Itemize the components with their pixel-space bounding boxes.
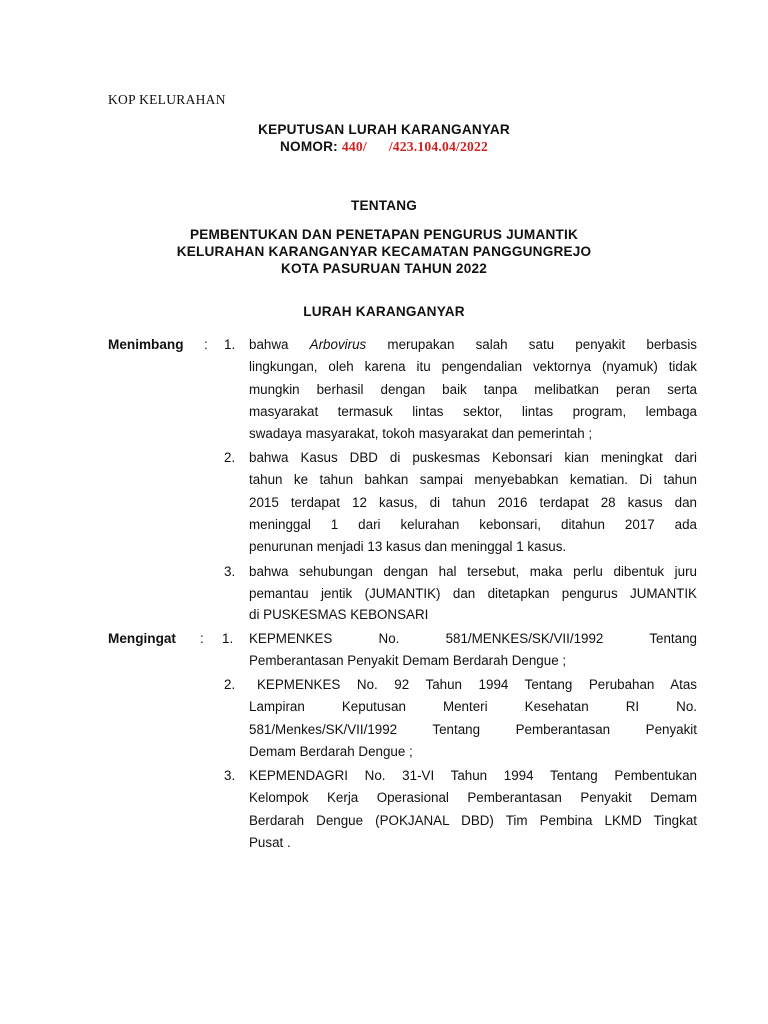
text-line: tahun ke tahun bahkan sampai menyebabkan kematian. Di tahun (249, 472, 697, 488)
mengingat-item-3-number: 3. (224, 768, 236, 783)
text-line: Demam Berdarah Dengue ; (249, 743, 413, 759)
mengingat-item-1-text (249, 628, 697, 673)
text-line: Pemberantasan Penyakit Demam Berdarah Dengue ; (249, 653, 567, 669)
letterhead-placeholder: KOP KELURAHAN (108, 92, 226, 107)
text-line: Kelompok Kerja Operasional Pemberantasan Penyakit Demam (249, 790, 697, 806)
text-line: KEPMENKES No. 581/MENKES/SK/VII/1992 Tentang (249, 631, 697, 646)
menimbang-item-1-text (249, 334, 697, 445)
text-line: masyarakat termasuk lintas sektor, lintas program, lembaga (249, 403, 697, 419)
text-line: bahwa Arbovirus merupakan salah satu penyakit berbasis (249, 337, 697, 352)
subject-line-2: KELURAHAN KARANGANYAR KECAMATAN PANGGUNGREJO (176, 244, 592, 259)
menimbang-item-3-number: 3. (224, 564, 236, 579)
mengingat-item-2-text (249, 674, 697, 763)
text-line: Berdarah Dengue (POKJANAL DBD) Tim Pembina LKMD Tingkat (249, 812, 697, 828)
decree-subject (0, 226, 768, 277)
mengingat-item-1-number: 1. (222, 631, 234, 646)
tentang-heading: TENTANG (350, 198, 418, 213)
menimbang-item-1-number: 1. (224, 337, 236, 352)
text-line: penurunan menjadi 13 kasus dan meninggal 1 kasus. (249, 539, 567, 555)
menimbang-label: Menimbang (108, 337, 184, 352)
mengingat-item-2-number: 2. (224, 677, 236, 692)
issuing-official: LURAH KARANGANYAR (303, 304, 465, 319)
text-line: swadaya masyarakat, tokoh masyarakat dan pemerintah ; (249, 426, 593, 442)
text-line: 2015 terdapat 12 kasus, di tahun 2016 terdapat 28 kasus dan (249, 494, 697, 510)
decree-title: KEPUTUSAN LURAH KARANGANYAR (258, 122, 510, 137)
nomor-label: NOMOR: (280, 139, 338, 154)
subject-line-1: PEMBENTUKAN DAN PENETAPAN PENGURUS JUMANTIK (190, 227, 578, 242)
text-line: Pusat . (249, 834, 291, 850)
text-line: di PUSKESMAS KEBONSARI (249, 607, 429, 622)
text-line: KEPMENKES No. 92 Tahun 1994 Tentang Perubahan Atas (257, 677, 697, 692)
mengingat-colon: : (200, 631, 204, 646)
text-line: bahwa Kasus DBD di puskesmas Kebonsari kian meningkat dari (249, 450, 697, 465)
text-line: bahwa sehubungan dengan hal tersebut, maka perlu dibentuk juru (249, 564, 697, 579)
text-line: pemantau jentik (JUMANTIK) dan ditetapkan pengurus JUMANTIK (249, 585, 697, 601)
menimbang-item-2-text (249, 447, 697, 558)
text-line: KEPMENDAGRI No. 31-VI Tahun 1994 Tentang Pembentukan (249, 768, 697, 783)
nomor-part1: 440/ (341, 139, 367, 154)
text-line: mungkin berhasil dengan baik tanpa melibatkan peran serta (249, 381, 697, 397)
menimbang-item-2-number: 2. (224, 450, 236, 465)
text-line: meninggal 1 dari kelurahan kebonsari, ditahun 2017 ada (249, 516, 697, 532)
text-line: 581/Menkes/SK/VII/1992 Tentang Pemberantasan Penyakit (249, 721, 697, 737)
menimbang-colon: : (204, 337, 208, 352)
nomor-part2: /423.104.04/2022 (388, 139, 488, 154)
text-line: lingkungan, oleh karena itu pengendalian vektornya (nyamuk) tidak (249, 359, 697, 375)
menimbang-item-3-text (249, 561, 697, 626)
text-line: Lampiran Keputusan Menteri Kesehatan RI No. (249, 699, 697, 715)
nomor-value (342, 139, 488, 154)
subject-line-3: KOTA PASURUAN TAHUN 2022 (281, 261, 487, 276)
decree-number (0, 139, 768, 155)
mengingat-item-3-text (249, 765, 697, 854)
mengingat-label: Mengingat (108, 631, 176, 646)
